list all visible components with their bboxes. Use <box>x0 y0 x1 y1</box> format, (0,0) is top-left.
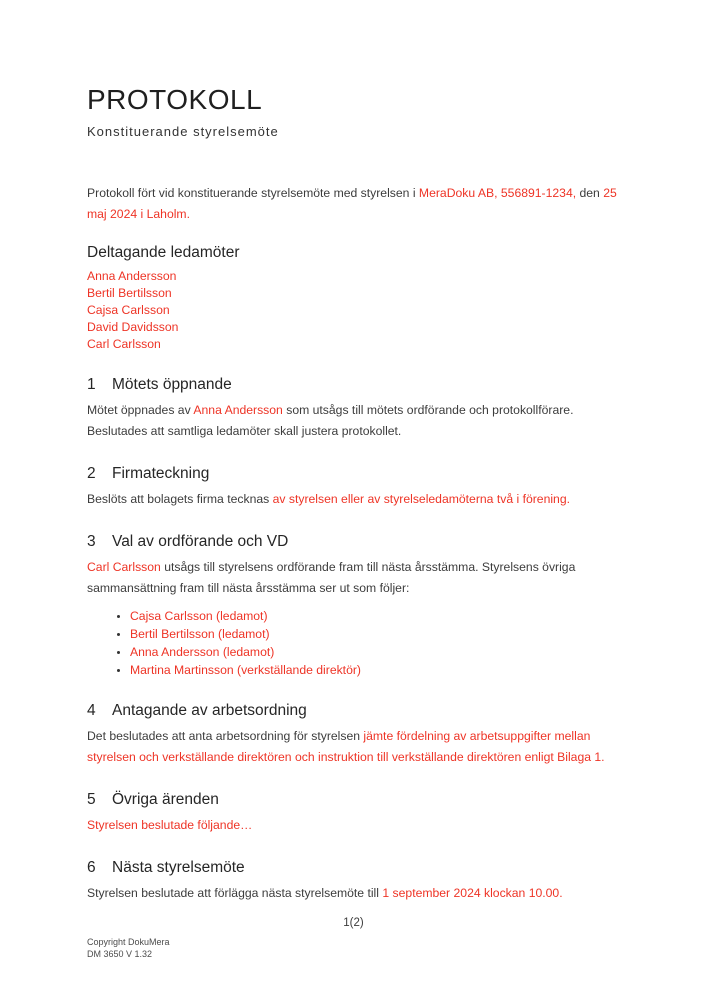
copyright-line-2: DM 3650 V 1.32 <box>87 948 153 959</box>
document-subtitle: Konstituerande styrelsemöte <box>87 124 279 139</box>
section <box>87 859 622 904</box>
copyright-line-1: Copyright DokuMera <box>87 937 170 947</box>
placeholder-text: Anna Andersson <box>193 403 283 417</box>
placeholder-text: Styrelsen beslutade följande… <box>87 818 253 832</box>
section-paragraph <box>87 400 622 442</box>
bullet-item: • Anna Andersson (ledamot) <box>130 643 622 661</box>
section-number: 2 <box>87 465 96 482</box>
static-text: Mötet öppnades av <box>87 403 194 417</box>
participant-name: Cajsa Carlsson <box>87 303 170 317</box>
participant-name: Carl Carlsson <box>87 337 161 351</box>
placeholder-text: 25 maj 2024 i Laholm. <box>87 186 617 221</box>
sections-container <box>87 376 622 904</box>
section-paragraph <box>87 883 622 904</box>
section-heading <box>87 465 622 483</box>
section-heading <box>87 376 622 394</box>
bullet-item: • Bertil Bertilsson (ledamot) <box>130 625 622 643</box>
section-heading-text: Nästa styrelsemöte <box>112 859 245 876</box>
section <box>87 791 622 836</box>
copyright-footer <box>87 937 170 960</box>
intro-paragraph <box>87 183 622 225</box>
section-heading <box>87 702 622 720</box>
participant-name: Bertil Bertilsson <box>87 286 172 300</box>
bullet-list <box>87 607 622 679</box>
static-text: utsågs till styrelsens ordförande fram till nästa årsstämma. Styrelsens övriga sammansättning fram till nästa årsstämma ser ut som följer: <box>87 560 576 595</box>
placeholder-text: Carl Carlsson <box>87 560 161 574</box>
participants-list <box>87 268 622 353</box>
document-page <box>87 0 622 904</box>
section-number: 6 <box>87 859 96 876</box>
bullet-item: • Martina Martinsson (verkställande direktör) <box>130 661 622 679</box>
static-text: som utsågs till mötets ordförande och protokollförare. Beslutades att samtliga ledamöter skall justera protokollet. <box>87 403 574 438</box>
section-heading-text: Mötets öppnande <box>112 376 232 393</box>
static-text: Beslöts att bolagets firma tecknas <box>87 492 273 506</box>
section-number: 3 <box>87 533 96 550</box>
section-number: 4 <box>87 702 96 719</box>
placeholder-text: av styrelsen eller av styrelseledamöterna två i förening. <box>272 492 571 506</box>
section-paragraph <box>87 726 622 768</box>
section-heading <box>87 791 622 809</box>
static-text: Styrelsen beslutade att förlägga nästa styrelsemöte till <box>87 886 383 900</box>
placeholder-text: MeraDoku AB, 556891-1234, <box>418 186 577 200</box>
participant-name: David Davidsson <box>87 320 179 334</box>
document-title: PROTOKOLL <box>87 84 263 115</box>
bullet-item: • Cajsa Carlsson (ledamot) <box>130 607 622 625</box>
section-heading <box>87 533 622 551</box>
placeholder-text: jämte fördelning av arbetsuppgifter mellan styrelsen och verkställande direktören och instruktion till verkställande direktören enligt Bilaga 1. <box>87 729 605 764</box>
participants-heading: Deltagande ledamöter <box>87 244 240 261</box>
section-number: 5 <box>87 791 96 808</box>
participant-name: Anna Andersson <box>87 269 177 283</box>
section-paragraph <box>87 557 622 599</box>
section-heading-text: Firmateckning <box>112 465 210 482</box>
section-heading <box>87 859 622 877</box>
section-paragraph <box>87 815 622 836</box>
static-text: den <box>576 186 604 200</box>
section-heading-text: Val av ordförande och VD <box>112 533 289 550</box>
section-number: 1 <box>87 376 96 393</box>
section-paragraph <box>87 489 622 510</box>
page-number: 1(2) <box>343 917 364 929</box>
section <box>87 465 622 510</box>
placeholder-text: 1 september 2024 klockan 10.00. <box>382 886 563 900</box>
static-text: Det beslutades att anta arbetsordning för styrelsen <box>87 729 364 743</box>
section-heading-text: Övriga ärenden <box>112 791 219 808</box>
section-heading-text: Antagande av arbetsordning <box>112 702 307 719</box>
static-text: Protokoll fört vid konstituerande styrelsemöte med styrelsen i <box>87 186 419 200</box>
section <box>87 533 622 679</box>
section <box>87 702 622 768</box>
section <box>87 376 622 442</box>
